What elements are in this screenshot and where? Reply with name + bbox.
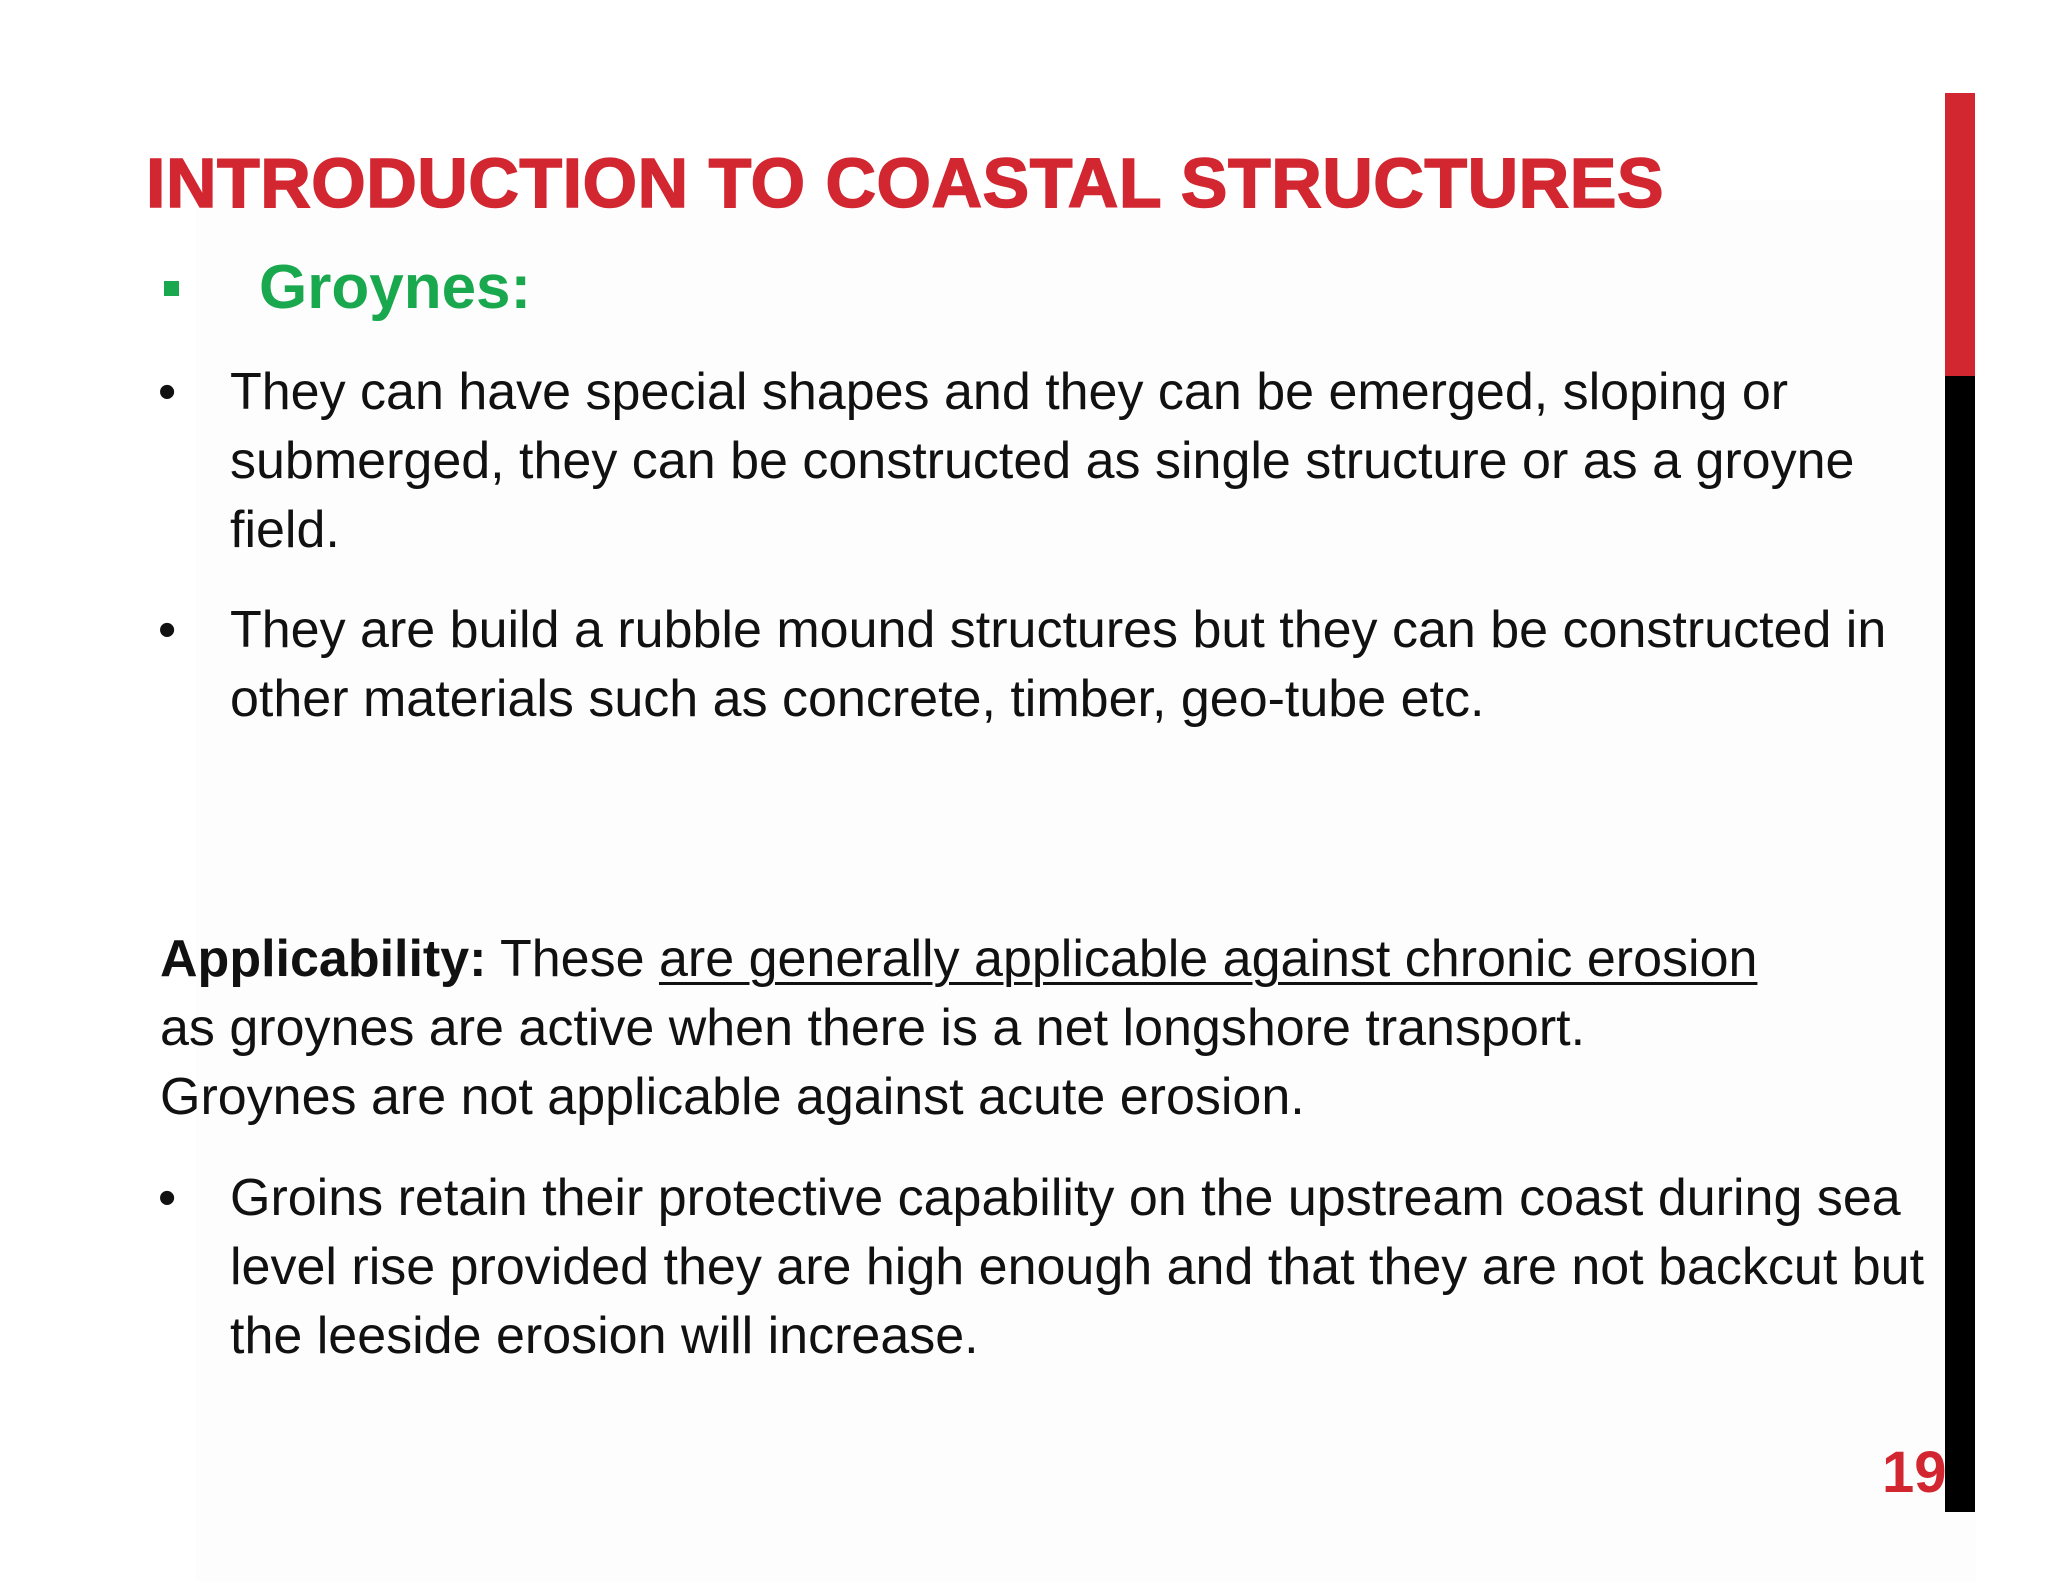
bullet-dot-icon: • [158, 601, 177, 659]
subheading [164, 248, 531, 328]
bullet-item [158, 1164, 1930, 1371]
bullet-text: They are build a rubble mound structures but they can be constructed in other materials such as concrete, timber, geo-tube etc. [230, 601, 1887, 728]
bullet-item [158, 596, 1930, 734]
bullet-text: They can have special shapes and they can be emerged, sloping or submerged, they can be constructed as single structure or as a groyne field. [230, 363, 1855, 559]
bullet-item [158, 358, 1950, 565]
bullet-dot-icon: • [158, 363, 177, 421]
square-bullet-icon [164, 281, 179, 296]
applicability-paragraph [160, 925, 1760, 1132]
subheading-text: Groynes: [259, 253, 532, 322]
bullet-text: Groins retain their protective capability on the upstream coast during sea level rise provided they are high enough and that they are not backcut but the leeside erosion will increase. [230, 1169, 1925, 1365]
bullet-dot-icon: • [158, 1169, 177, 1227]
slide-title: INTRODUCTION TO COASTAL STRUCTURES [146, 144, 1665, 222]
page-number: 19 [1882, 1440, 1947, 1505]
applicability-text-before: These [486, 930, 659, 988]
applicability-label: Applicability: [160, 930, 487, 988]
side-bar-black [1945, 376, 1975, 1512]
side-bar-red [1945, 93, 1975, 376]
applicability-text-after: as groynes are active when there is a net longshore transport. Groynes are not applicable against acute erosion. [160, 999, 1586, 1126]
applicability-underlined: are generally applicable against chronic erosion [658, 930, 1758, 988]
